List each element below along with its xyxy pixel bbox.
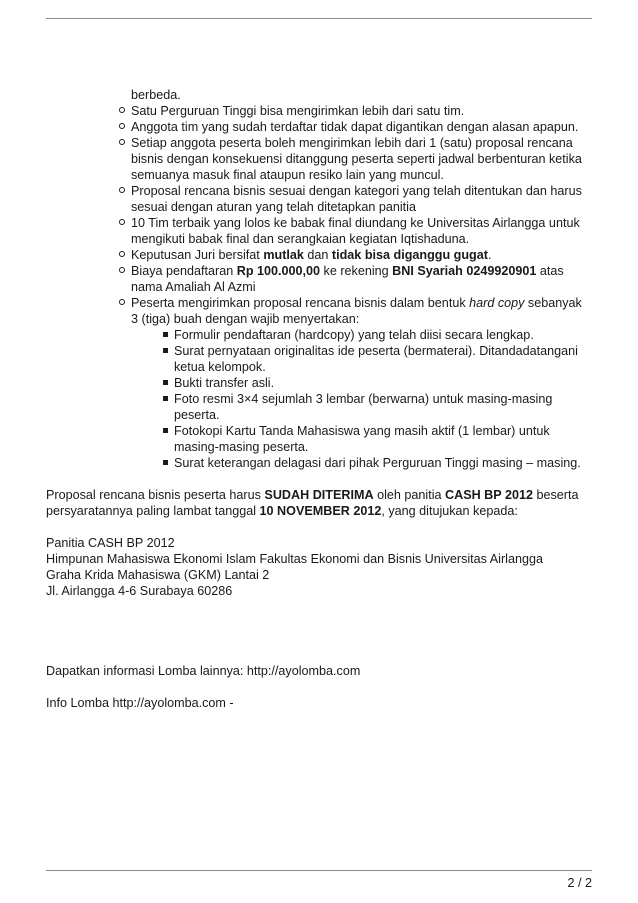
address-line: Himpunan Mahasiswa Ekonomi Islam Fakultas Ekonomi dan Bisnis Universitas Airlangga (46, 552, 543, 566)
list-item: Satu Perguruan Tinggi bisa mengirimkan lebih dari satu tim. (131, 103, 592, 119)
address-block (46, 535, 596, 599)
sub-list-item: Bukti transfer asli. (174, 375, 592, 391)
bank-account: BNI Syariah 0249920901 (392, 264, 537, 278)
emphasis-mutlak: mutlak (263, 248, 304, 262)
list-item-keputusan: Keputusan Juri bersifat mutlak dan tidak bisa diganggu gugat. (131, 247, 592, 263)
list-item-biaya: Biaya pendaftaran Rp 100.000,00 ke rekening BNI Syariah 0249920901 atas nama Amaliah Al Azmi (131, 263, 592, 295)
sub-list-item: Surat pernyataan originalitas ide peserta (bermaterai). Ditandadatangani ketua kelompok. (174, 343, 592, 375)
address-line: Graha Krida Mahasiswa (GKM) Lantai 2 (46, 568, 270, 582)
list-item: Anggota tim yang sudah terdaftar tidak dapat digantikan dengan alasan apapun. (131, 119, 592, 135)
address-line: Jl. Airlangga 4-6 Surabaya 60286 (46, 584, 233, 598)
continuation-text: berbeda. (131, 88, 181, 102)
sub-list-item: Foto resmi 3×4 sejumlah 3 lembar (berwarna) untuk masing-masing peserta. (174, 391, 592, 423)
list-item: Proposal rencana bisnis sesuai dengan kategori yang telah ditentukan dan harus sesuai dengan aturan yang telah ditetapkan panitia (131, 183, 592, 215)
address-line: Panitia CASH BP 2012 (46, 536, 175, 550)
page-number: 2 / 2 (567, 876, 592, 890)
list-item: Setiap anggota peserta boleh mengirimkan lebih dari 1 (satu) proposal rencana bisnis dengan konsekuensi ditanggung peserta seperti jadwal berbenturan ketika semuanya masuk final ataupun resiko lain yang muncul. (131, 135, 592, 183)
fee-amount: Rp 100.000,00 (236, 264, 321, 278)
sub-list-item: Formulir pendaftaran (hardcopy) yang telah diisi secara lengkap. (174, 327, 592, 343)
deadline-date: 10 NOVEMBER 2012 (259, 504, 382, 518)
header-rule (46, 18, 592, 19)
info-link-line: Dapatkan informasi Lomba lainnya: http://ayolomba.com (46, 664, 361, 678)
emphasis-gugat: tidak bisa diganggu gugat (331, 248, 488, 262)
document-body (0, 87, 638, 711)
info-footer-line: Info Lomba http://ayolomba.com - (46, 696, 234, 710)
sub-list-item: Fotokopi Kartu Tanda Mahasiswa yang masih aktif (1 lembar) untuk masing-masing peserta. (174, 423, 592, 455)
footer-rule (46, 870, 592, 871)
list-item-hardcopy: Peserta mengirimkan proposal rencana bisnis dalam bentuk hard copy sebanyak 3 (tiga) buah dengan wajib menyertakan: (131, 295, 592, 327)
hardcopy-italic: hard copy (469, 296, 525, 310)
sub-list-item: Surat keterangan delagasi dari pihak Perguruan Tinggi masing – masing. (174, 455, 592, 471)
list-item: 10 Tim terbaik yang lolos ke babak final diundang ke Universitas Airlangga untuk mengikuti babak final dan serangkaian kegiatan Iqtishaduna. (131, 215, 592, 247)
deadline-paragraph: Proposal rencana bisnis peserta harus SUDAH DITERIMA oleh panitia CASH BP 2012 beserta persyaratannya paling lambat tanggal 10 NOVEMBER 2012, yang ditujukan kepada: (46, 488, 579, 518)
